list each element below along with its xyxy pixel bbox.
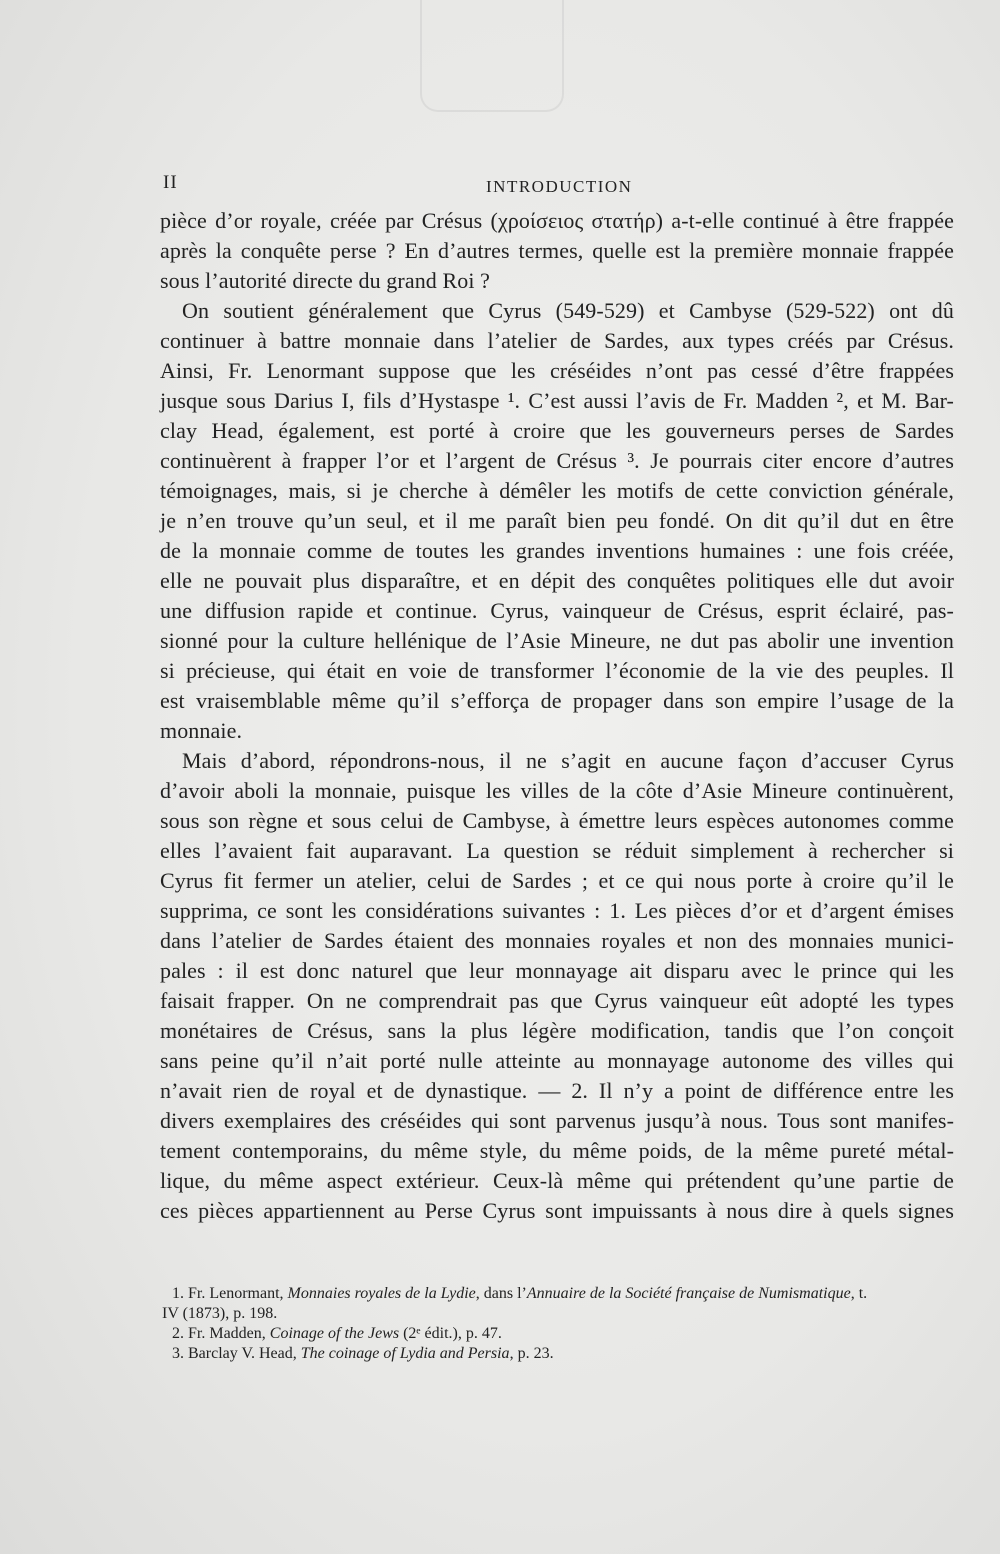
page-number: II: [163, 172, 178, 193]
text-line: dans l’atelier de Sardes étaient des monnaies royales et non des monnaies munici-: [160, 928, 954, 953]
text-line: sans peine qu’il n’ait porté nulle atteinte au monnayage autonome des villes qui: [160, 1048, 954, 1073]
text-line: lique, du même aspect extérieur. Ceux-là même qui prétendent qu’une partie de: [160, 1168, 954, 1193]
text-line: monétaires de Crésus, sans la plus légère modification, tandis que l’on conçoit: [160, 1018, 954, 1043]
text-line: jusque sous Darius I, fils d’Hystaspe ¹. C’est aussi l’avis de Fr. Madden ², et M. Bar-: [160, 388, 954, 413]
text-line: Ainsi, Fr. Lenormant suppose que les créséides n’ont pas cessé d’être frappées: [160, 358, 954, 383]
running-head: INTRODUCTION: [486, 177, 633, 196]
text-line: Cyrus fit fermer un atelier, celui de Sardes ; et ce qui nous porte à croire qu’il le: [160, 868, 954, 893]
text-line: ces pièces appartiennent au Perse Cyrus sont impuissants à nous dire à quels signes: [160, 1198, 954, 1223]
text-line: divers exemplaires des créséides qui sont parvenus jusqu’à nous. Tous sont manifes-: [160, 1108, 954, 1133]
text-line: faisait frapper. On ne comprendrait pas que Cyrus vainqueur eût adopté les types: [160, 988, 954, 1013]
text-line: sionné pour la culture hellénique de l’Asie Mineure, ne dut pas abolir une invention: [160, 628, 954, 653]
footnotes: [162, 1284, 952, 1364]
text-line: monnaie.: [160, 718, 243, 743]
text-line: sous l’autorité directe du grand Roi ?: [160, 268, 491, 293]
text-line: d’avoir aboli la monnaie, puisque les villes de la côte d’Asie Mineure continuèrent,: [160, 778, 954, 803]
text-line: une diffusion rapide et continue. Cyrus, vainqueur de Crésus, esprit éclairé, pas-: [160, 598, 954, 623]
footnote-1-continuation: IV (1873), p. 198.: [162, 1305, 278, 1322]
text-line: pièce d’or royale, créée par Crésus (χροίσειος στατήρ) a-t-elle continué à être frappée: [160, 208, 954, 233]
footnote-2: 2. Fr. Madden, Coinage of the Jews (2ᵉ édit.), p. 47.: [172, 1325, 502, 1342]
body-text: [160, 206, 954, 1226]
text-line: témoignages, mais, si je cherche à démêler les motifs de cette conviction générale,: [160, 478, 954, 503]
text-line: est vraisemblable même qu’il s’efforça de propager dans son empire l’usage de la: [160, 688, 954, 713]
text-line: après la conquête perse ? En d’autres termes, quelle est la première monnaie frappée: [160, 238, 954, 263]
text-line: tement contemporains, du même style, du même poids, de la même pureté métal-: [160, 1138, 954, 1163]
text-line: clay Head, également, est porté à croire que les gouverneurs perses de Sardes: [160, 418, 954, 443]
text-line: si précieuse, qui était en voie de transformer l’économie de la vie des peuples. Il: [160, 658, 954, 683]
text-line: elles l’avaient fait auparavant. La question se réduit simplement à rechercher si: [160, 838, 954, 863]
text-line: je n’en trouve qu’un seul, et il me paraît bien peu fondé. On dit qu’il dut en être: [160, 508, 954, 533]
text-line: n’avait rien de royal et de dynastique. — 2. Il n’y a point de différence entre les: [160, 1078, 954, 1103]
text-line: continuèrent à frapper l’or et l’argent de Crésus ³. Je pourrais citer encore d’autres: [160, 448, 954, 473]
text-line: pales : il est donc naturel que leur monnayage ait disparu avec le prince qui les: [160, 958, 954, 983]
library-stamp-bleedthrough: [420, 0, 564, 112]
footnote-1: 1. Fr. Lenormant, Monnaies royales de la Lydie, dans l’Annuaire de la Société française de Numismatique, t.: [172, 1285, 868, 1302]
text-line: de la monnaie comme de toutes les grandes inventions humaines : une fois créée,: [160, 538, 954, 563]
text-line: elle ne pouvait plus disparaître, et en dépit des conquêtes politiques elle dut avoir: [160, 568, 954, 593]
text-line: Mais d’abord, répondrons-nous, il ne s’agit en aucune façon d’accuser Cyrus: [182, 748, 954, 773]
text-line: On soutient généralement que Cyrus (549-529) et Cambyse (529-522) ont dû: [182, 298, 954, 323]
footnote-3: 3. Barclay V. Head, The coinage of Lydia and Persia, p. 23.: [172, 1345, 554, 1362]
text-line: sous son règne et sous celui de Cambyse, à émettre leurs espèces autonomes comme: [160, 808, 954, 833]
text-line: supprima, ce sont les considérations suivantes : 1. Les pièces d’or et d’argent émises: [160, 898, 954, 923]
text-line: continuer à battre monnaie dans l’atelier de Sardes, aux types créés par Crésus.: [160, 328, 954, 353]
